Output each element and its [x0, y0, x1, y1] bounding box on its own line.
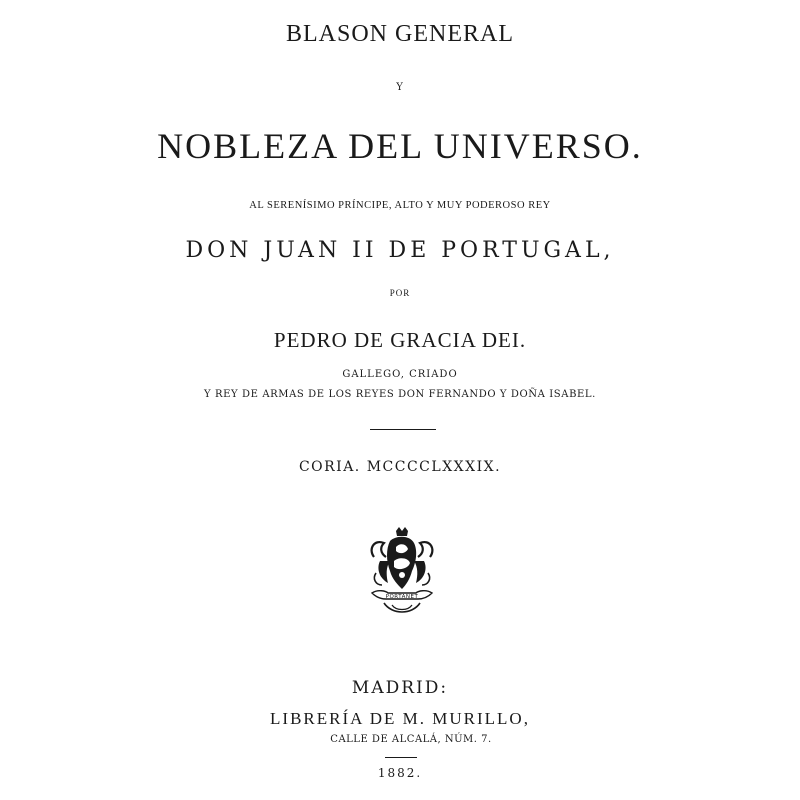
publication-year: 1882. [377, 766, 423, 780]
dedication-line: AL SERENÍSIMO PRÍNCIPE, ALTO Y MUY PODEROSO REY [249, 200, 551, 211]
publisher-address: CALLE DE ALCALÁ, NÚM. 7. [330, 734, 492, 745]
subtitle: NOBLEZA DEL UNIVERSO. [157, 126, 643, 166]
city: MADRID: [351, 678, 449, 698]
by-label: POR [389, 288, 411, 298]
conjunction: Y [396, 82, 404, 93]
author-description-1: GALLEGO, CRIADO [342, 369, 458, 380]
place-date: CORIA. MCCCCLXXXIX. [298, 459, 502, 475]
author-name: PEDRO DE GRACIA DEI. [273, 328, 527, 352]
publisher: LIBRERÍA DE M. MURILLO, [270, 709, 530, 728]
printer-mark-emblem [366, 527, 438, 617]
dedicatee: DON JUAN II DE PORTUGAL, [185, 238, 615, 263]
small-divider-rule [385, 757, 417, 758]
author-description-2: Y REY DE ARMAS DE LOS REYES DON FERNANDO Y DOÑA ISABEL. [204, 389, 596, 400]
main-title: BLASON GENERAL [286, 21, 514, 47]
svg-text:PORTANET: PORTANET [385, 594, 419, 600]
divider-rule [370, 429, 436, 430]
